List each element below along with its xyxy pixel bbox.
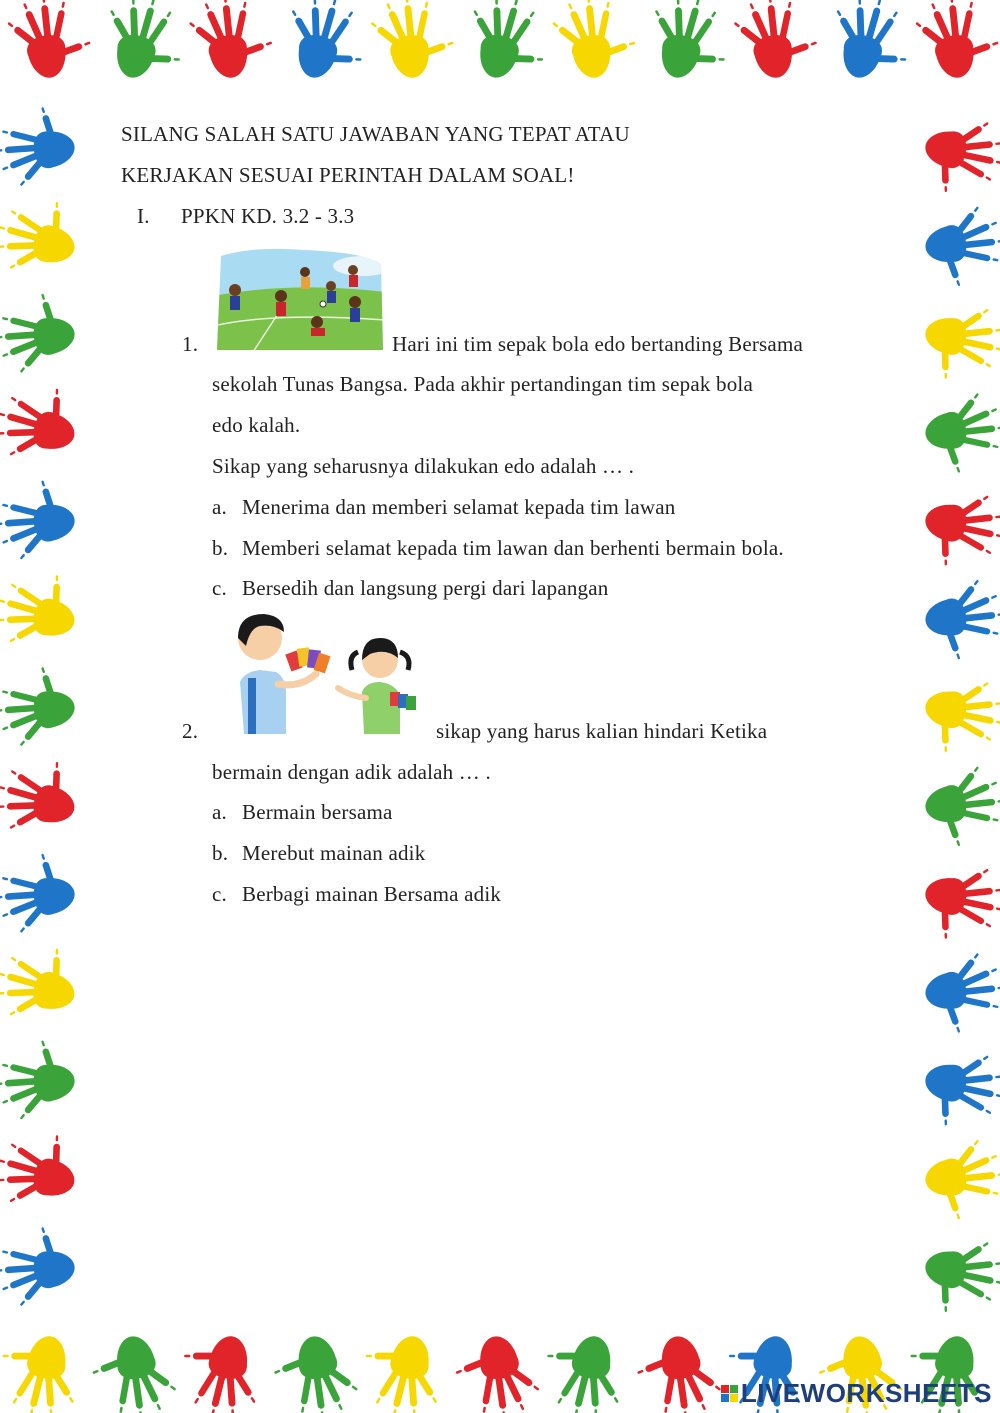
liveworksheets-logo xyxy=(721,1378,992,1409)
q2-option-a-text[interactable]: Bermain bersama xyxy=(242,800,393,824)
q1-option-b-text[interactable]: Memberi selamat kepada tim lawan dan berhenti bermain bola. xyxy=(242,536,784,560)
q1-option-a-letter: a. xyxy=(212,495,227,519)
question-2-number: 2. xyxy=(182,719,199,743)
q2-option-b-letter: b. xyxy=(212,841,229,865)
instruction-line-1: SILANG SALAH SATU JAWABAN YANG TEPAT ATAU xyxy=(121,122,630,146)
question-1-line-3: edo kalah. xyxy=(212,413,301,437)
q2-option-c-letter: c. xyxy=(212,882,227,906)
q2-option-b-text[interactable]: Merebut mainan adik xyxy=(242,841,426,865)
q1-option-b-letter: b. xyxy=(212,536,229,560)
q2-option-a-letter: a. xyxy=(212,800,227,824)
soccer-match-illustration xyxy=(213,246,385,352)
logo-text: LIVEWORKSHEETS xyxy=(740,1378,992,1408)
section-numeral: I. xyxy=(137,204,150,228)
question-1-number: 1. xyxy=(182,332,199,356)
question-1-line-2: sekolah Tunas Bangsa. Pada akhir pertandingan tim sepak bola xyxy=(212,372,753,396)
q1-option-c-letter: c. xyxy=(212,576,227,600)
question-2-line-1: sikap yang harus kalian hindari Ketika xyxy=(436,719,768,743)
q1-option-a-text[interactable]: Menerima dan memberi selamat kepada tim lawan xyxy=(242,495,676,519)
question-1-line-4: Sikap yang seharusnya dilakukan edo adalah … . xyxy=(212,454,635,478)
question-2-line-2: bermain dengan adik adalah … . xyxy=(212,760,491,784)
logo-squares-icon xyxy=(721,1385,738,1402)
question-1-line-1: Hari ini tim sepak bola edo bertanding Bersama xyxy=(392,332,803,356)
boy xyxy=(238,614,330,734)
children-sharing-cards-illustration xyxy=(230,612,430,738)
girl xyxy=(338,638,416,734)
section-title: PPKN KD. 3.2 - 3.3 xyxy=(181,204,355,228)
instruction-line-2: KERJAKAN SESUAI PERINTAH DALAM SOAL! xyxy=(121,163,575,187)
q1-option-c-text[interactable]: Bersedih dan langsung pergi dari lapangan xyxy=(242,576,609,600)
q2-option-c-text[interactable]: Berbagi mainan Bersama adik xyxy=(242,882,502,906)
